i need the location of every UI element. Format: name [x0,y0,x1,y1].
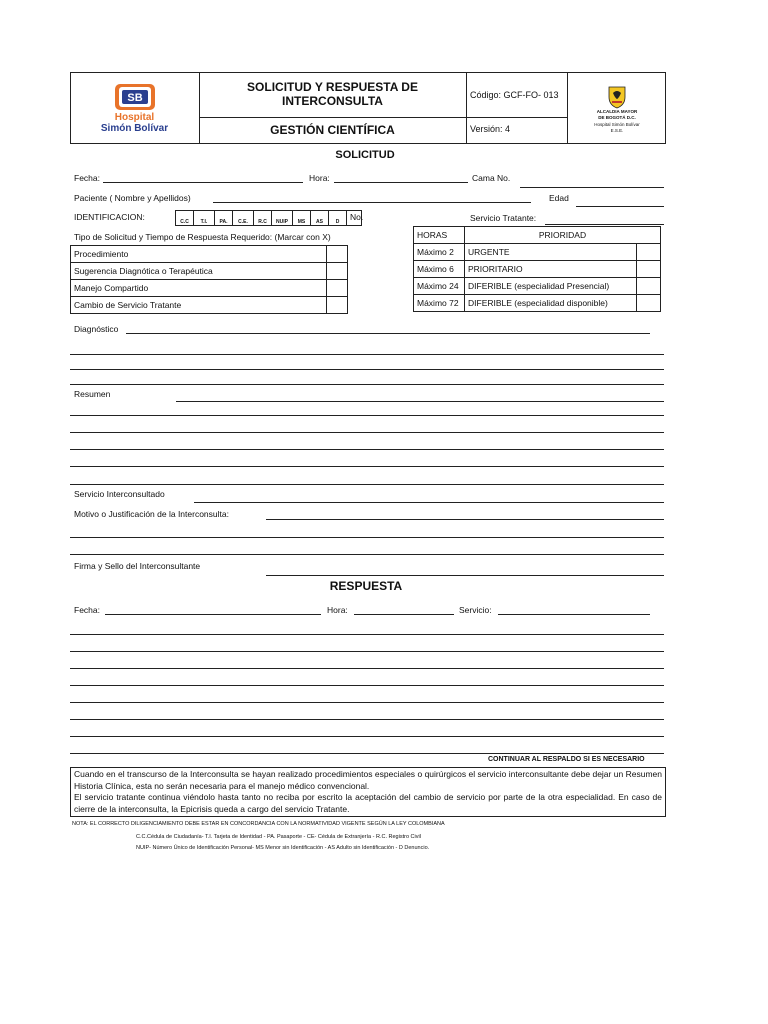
right-logo-line4: E.S.E. [610,127,624,133]
coat-of-arms-icon [606,85,628,109]
resp-servicio-field[interactable] [498,614,650,615]
abreviaturas-line2: NUIP- Número Único de Identificación Personal- MS Menor sin Identificación - AS Adulto sin Identificación - D Denuncio. [136,845,430,851]
edad-field[interactable] [576,206,664,207]
tipo-checkbox[interactable] [327,263,348,280]
prioridad-label: URGENTE [465,244,637,261]
paciente-label: Paciente ( Nombre y Apellidos) [74,193,191,203]
id-type-cell[interactable]: C.C [176,211,194,226]
motivo-field[interactable] [266,519,664,520]
prioridad-row [414,261,661,278]
prioridad-checkbox[interactable] [637,278,661,295]
tipo-label: Sugerencia Diagnótica o Terapéutica [71,263,327,280]
prioridad-checkbox[interactable] [637,295,661,312]
prioridad-label: PRIORITARIO [465,261,637,278]
prioridad-label: DIFERIBLE (especialidad disponible) [465,295,637,312]
hospital-logo-icon [113,82,157,112]
title-line1: SOLICITUD Y RESPUESTA DE [247,80,418,94]
prioridad-checkbox[interactable] [637,261,661,278]
no-label: No. [350,212,364,222]
tipo-row [71,263,348,280]
id-type-cell[interactable]: PA. [215,211,233,226]
paciente-field[interactable] [213,202,531,203]
resumen-field[interactable] [176,401,664,402]
firma-label: Firma y Sello del Interconsultante [74,561,201,571]
prioridad-label: DIFERIBLE (especialidad Presencial) [465,278,637,295]
instructions-box [70,767,666,817]
title-line2: INTERCONSULTA [282,94,383,108]
tipo-checkbox[interactable] [327,246,348,263]
cama-field[interactable] [520,187,664,188]
alcaldia-logo [568,76,666,142]
tipo-label: Tipo de Solicitud y Tiempo de Respuesta Requerido: (Marcar con X) [74,232,331,242]
tipo-row [71,246,348,263]
form-version: Versión: 4 [470,124,511,134]
tipo-label: Procedimiento [71,246,327,263]
identificacion-label: IDENTIFICACION: [74,212,145,222]
id-type-cell[interactable]: R.C [254,211,272,226]
diagnostico-field[interactable] [126,333,650,334]
prioridad-row [414,295,661,312]
id-type-cell[interactable]: D [329,211,347,226]
continuar-note: CONTINUAR AL RESPALDO SI ES NECESARIO [488,756,645,763]
prioridad-header: PRIORIDAD [465,227,661,244]
servicio-interconsultado-label: Servicio Interconsultado [74,489,165,499]
horas-header: HORAS [414,227,465,244]
fecha-label: Fecha: [74,173,100,183]
tipo-label: Manejo Compartido [71,280,327,297]
tipo-row [71,280,348,297]
respuesta-heading: RESPUESTA [329,579,403,593]
diagnostico-label: Diagnóstico [74,324,119,334]
id-type-cell[interactable]: T.I. [194,211,215,226]
cama-label: Cama No. [472,173,511,183]
resp-fecha-label: Fecha: [74,605,100,615]
servicio-tratante-field[interactable] [545,224,664,225]
logo-line2: Simón Bolívar [100,123,169,134]
edad-label: Edad [549,193,569,203]
form-subtitle: GESTIÓN CIENTÍFICA [270,123,395,137]
id-type-cell[interactable]: NUIP [272,211,293,226]
right-logo-line3: Hospital Simón Bolívar [594,122,640,127]
instructions-para2: El servicio tratante continua viéndolo hasta tanto no reciba por escrito la aceptación del cambio de servicio por parte de la otra especialidad. En caso de cierre de la interconsulta, la Epicrisis queda a cargo del servicio Tratante. [74,792,662,814]
id-type-cell[interactable]: MS [293,211,311,226]
instructions-para1: Cuando en el transcurso de la Interconsulta se hayan realizado procedimientos especiales o quirúrgicos el servicio interconsultante debe dejar un Resumen Historia Clínica, esta no serán necesaria para el manejo médico convencional. [74,769,662,791]
fecha-field[interactable] [103,182,303,183]
hospital-logo [70,74,199,142]
hora-field[interactable] [334,182,468,183]
resp-hora-field[interactable] [354,614,454,615]
tipo-checkbox[interactable] [327,280,348,297]
prioridad-horas: Máximo 24 [414,278,465,295]
tipo-checkbox[interactable] [327,297,348,314]
resp-servicio-label: Servicio: [459,605,492,615]
id-type-cell[interactable]: AS [311,211,329,226]
respuesta-line[interactable] [70,634,664,635]
prioridad-horas: Máximo 72 [414,295,465,312]
form-code: Código: GCF-FO- 013 [470,90,559,100]
tipo-table [70,245,348,314]
motivo-label: Motivo o Justificación de la Interconsulta: [74,509,229,519]
resumen-label: Resumen [74,389,111,399]
servicio-interconsultado-field[interactable] [194,502,664,503]
servicio-tratante-label: Servicio Tratante: [470,213,537,223]
tipo-row [71,297,348,314]
hora-label: Hora: [309,173,330,183]
right-logo-line1: ALCALDIA MAYOR [596,109,638,114]
prioridad-row [414,278,661,295]
nota-text: NOTA: EL CORRECTO DILIGENCIAMIENTO DEBE ESTAR EN CONCORDANCIA CON LA NORMATIVIDAD VIGENTE SEGÚN LA LEY COLOMBIANA [72,821,445,827]
form-title [199,80,466,108]
resp-hora-label: Hora: [327,605,348,615]
prioridad-table [413,226,661,312]
prioridad-checkbox[interactable] [637,244,661,261]
svg-text:SB: SB [126,92,143,104]
prioridad-horas: Máximo 2 [414,244,465,261]
prioridad-row [414,244,661,261]
resp-fecha-field[interactable] [105,614,321,615]
prioridad-horas: Máximo 6 [414,261,465,278]
abreviaturas-line1: C.C.Cédula de Ciudadanía- T.I. Tarjeta de Identidad - PA. Pasaporte - CE- Cédula de Extranjería - R.C. Registro Civil [136,834,421,840]
solicitud-heading: SOLICITUD [335,149,395,161]
logo-line1: Hospital [114,112,155,123]
id-type-cell[interactable]: C.E. [233,211,254,226]
right-logo-line2: DE BOGOTÁ D.C. [598,114,636,120]
id-type-table[interactable] [175,210,362,226]
firma-field[interactable] [266,575,664,576]
tipo-label: Cambio de Servicio Tratante [71,297,327,314]
